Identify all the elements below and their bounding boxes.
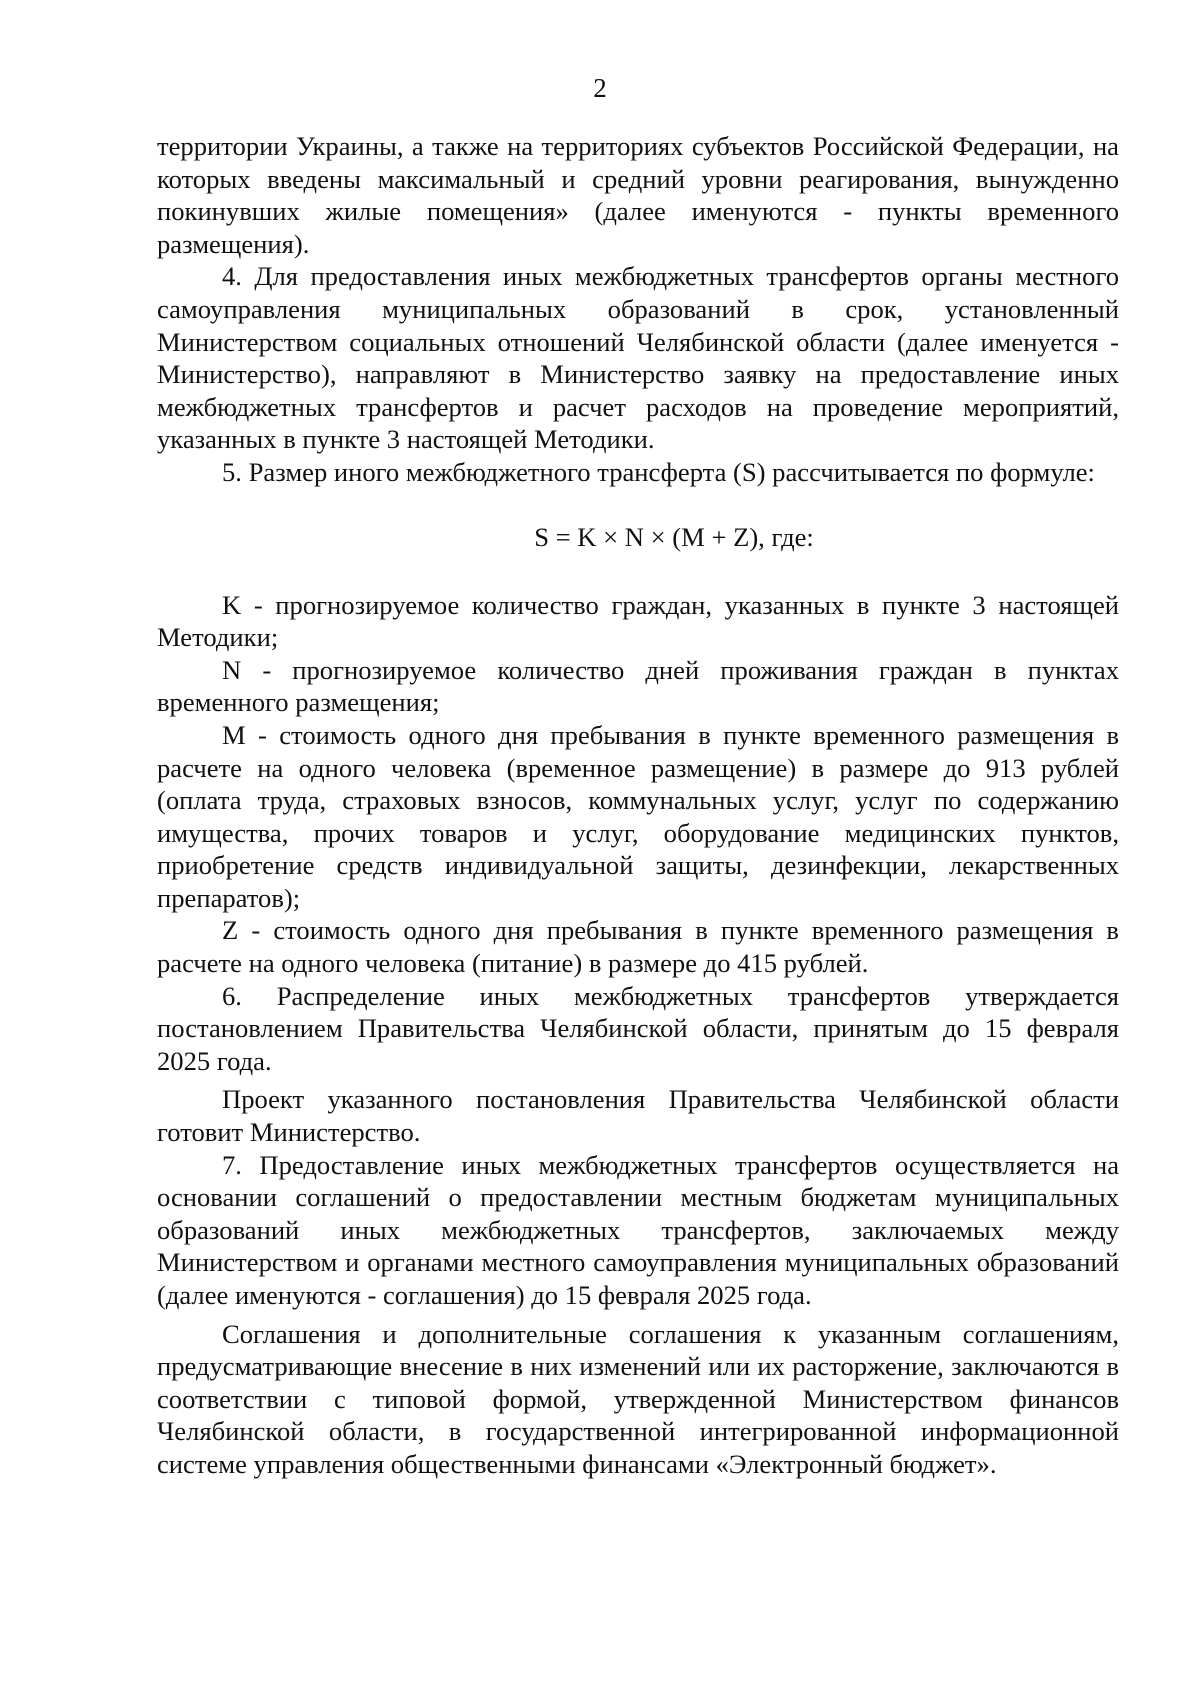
paragraph-project: Проект указанного постановления Правительства Челябинской области готовит Министерство. <box>157 1084 1119 1148</box>
paragraph-item-7: 7. Предоставление иных межбюджетных трансфертов осуществляется на основании соглашений о предоставлении местным бюджетам муниципальных образований иных межбюджетных трансфертов, заключаемых между Министерством и органами местного самоуправления муниципальных образований (далее именуются - соглашения) до 15 февраля 2025 года. <box>157 1149 1119 1310</box>
paragraph-continuation: территории Украины, а также на территориях субъектов Российской Федерации, на которых введены максимальный и средний уровни реагирования, вынужденно покинувших жилые помещения» (далее именуются - пункты временного размещения). <box>157 131 1119 259</box>
definition-n: N - прогнозируемое количество дней проживания граждан в пунктах временного размещения; <box>157 654 1119 718</box>
definition-m: M - стоимость одного дня пребывания в пункте временного размещения в расчете на одного человека (временное размещение) в размере до 913 рублей (оплата труда, страховых взносов, коммунальных услуг, услуг по содержанию имущества, прочих товаров и услуг, оборудование медицинских пунктов, приобретение средств индивидуальной защиты, дезинфекции, лекарственных препаратов); <box>157 719 1119 913</box>
paragraph-item-4: 4. Для предоставления иных межбюджетных трансфертов органы местного самоуправления муниципальных образований в срок, установленный Министерством социальных отношений Челябинской области (далее именуется - Министерство), направляют в Министерство заявку на предоставление иных межбюджетных трансфертов и расчет расходов на проведение мероприятий, указанных в пункте 3 настоящей Методики. <box>157 261 1119 455</box>
paragraph-agreements: Соглашения и дополнительные соглашения к указанным соглашениям, предусматривающие внесение в них изменений или их расторжение, заключаются в соответствии с типовой формой, утвержденной Министерством финансов Челябинской области, в государственной интегрированной информационной системе управления общественными финансами «Электронный бюджет». <box>157 1318 1119 1479</box>
paragraph-item-5: 5. Размер иного межбюджетного трансферта (S) рассчитывается по формуле: <box>222 456 1095 487</box>
definition-k: K - прогнозируемое количество граждан, указанных в пункте 3 настоящей Методики; <box>157 589 1119 653</box>
definition-z: Z - стоимость одного дня пребывания в пункте временного размещения в расчете на одного человека (питание) в размере до 415 рублей. <box>157 915 1119 979</box>
document-body <box>157 130 1119 1481</box>
formula: S = K × N × (M + Z), где: <box>534 521 814 552</box>
paragraph-item-6: 6. Распределение иных межбюджетных трансфертов утверждается постановлением Правительства Челябинской области, принятым до 15 февраля 2025 года. <box>157 980 1119 1076</box>
page-number: 2 <box>593 73 607 103</box>
